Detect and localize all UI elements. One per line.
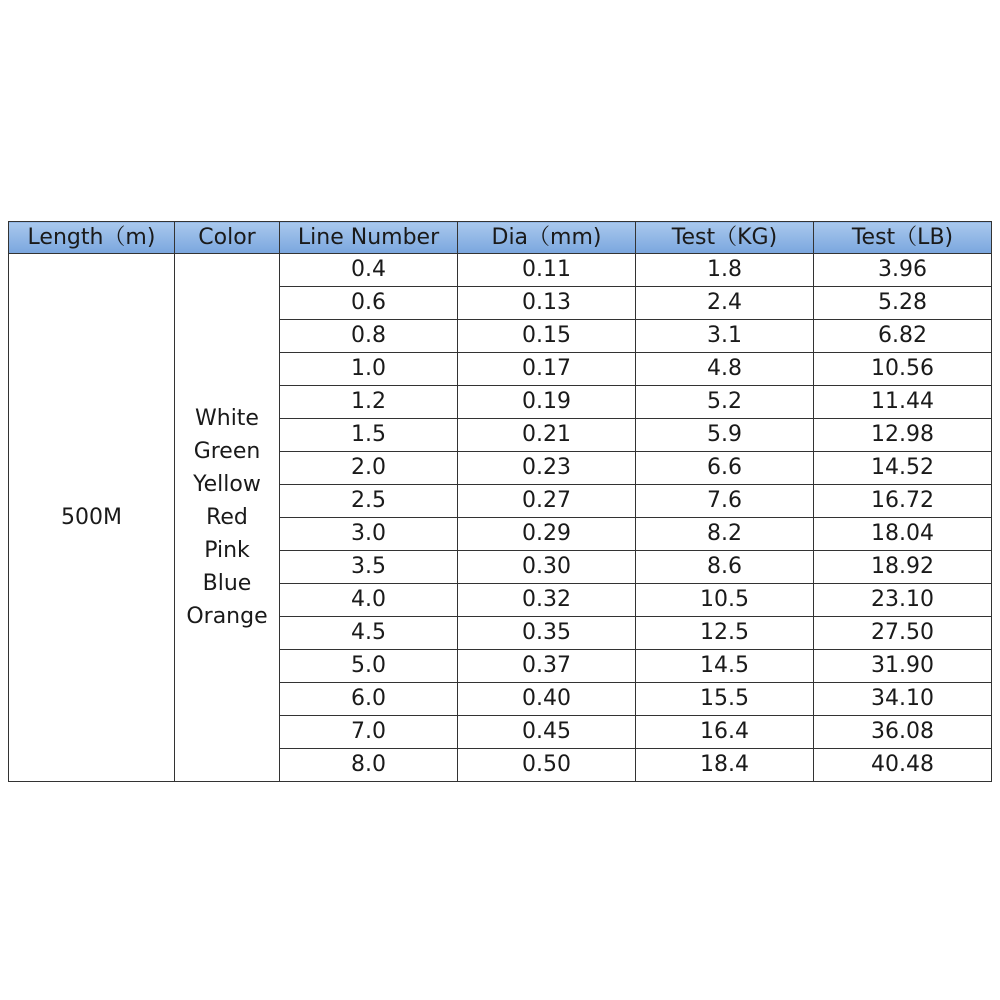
- test-lb-cell: 18.92: [814, 551, 992, 584]
- line-number-cell: 0.8: [280, 320, 458, 353]
- test-kg-cell: 8.2: [636, 518, 814, 551]
- color-option: Red: [206, 505, 248, 530]
- dia-cell: 0.21: [458, 419, 636, 452]
- test-lb-cell: 18.04: [814, 518, 992, 551]
- line-number-cell: 7.0: [280, 716, 458, 749]
- test-lb-cell: 16.72: [814, 485, 992, 518]
- dia-cell: 0.50: [458, 749, 636, 782]
- line-number-cell: 0.4: [280, 254, 458, 287]
- color-option: Orange: [186, 604, 268, 629]
- header-line-number: Line Number: [280, 222, 458, 254]
- test-lb-cell: 36.08: [814, 716, 992, 749]
- header-color: Color: [175, 222, 280, 254]
- test-kg-cell: 1.8: [636, 254, 814, 287]
- test-kg-cell: 5.9: [636, 419, 814, 452]
- test-kg-cell: 6.6: [636, 452, 814, 485]
- dia-cell: 0.17: [458, 353, 636, 386]
- header-test-kg: Test（KG): [636, 222, 814, 254]
- dia-cell: 0.45: [458, 716, 636, 749]
- test-lb-cell: 12.98: [814, 419, 992, 452]
- line-number-cell: 2.5: [280, 485, 458, 518]
- color-option: Pink: [204, 538, 250, 563]
- test-kg-cell: 5.2: [636, 386, 814, 419]
- test-kg-cell: 10.5: [636, 584, 814, 617]
- test-lb-cell: 14.52: [814, 452, 992, 485]
- test-kg-cell: 18.4: [636, 749, 814, 782]
- test-kg-cell: 2.4: [636, 287, 814, 320]
- color-cell: [175, 254, 280, 782]
- test-lb-cell: 27.50: [814, 617, 992, 650]
- line-number-cell: 5.0: [280, 650, 458, 683]
- dia-cell: 0.13: [458, 287, 636, 320]
- line-number-cell: 1.5: [280, 419, 458, 452]
- line-number-cell: 4.0: [280, 584, 458, 617]
- dia-cell: 0.23: [458, 452, 636, 485]
- test-kg-cell: 8.6: [636, 551, 814, 584]
- spec-table: [8, 221, 992, 782]
- header-length: Length（m): [9, 222, 175, 254]
- line-number-cell: 6.0: [280, 683, 458, 716]
- test-kg-cell: 16.4: [636, 716, 814, 749]
- line-number-cell: 3.5: [280, 551, 458, 584]
- table-header: [9, 222, 992, 254]
- test-lb-cell: 34.10: [814, 683, 992, 716]
- test-kg-cell: 15.5: [636, 683, 814, 716]
- line-number-cell: 8.0: [280, 749, 458, 782]
- test-kg-cell: 12.5: [636, 617, 814, 650]
- test-kg-cell: 7.6: [636, 485, 814, 518]
- test-lb-cell: 11.44: [814, 386, 992, 419]
- dia-cell: 0.15: [458, 320, 636, 353]
- dia-cell: 0.29: [458, 518, 636, 551]
- line-number-cell: 0.6: [280, 287, 458, 320]
- test-lb-cell: 31.90: [814, 650, 992, 683]
- test-kg-cell: 4.8: [636, 353, 814, 386]
- test-lb-cell: 3.96: [814, 254, 992, 287]
- line-number-cell: 1.2: [280, 386, 458, 419]
- dia-cell: 0.40: [458, 683, 636, 716]
- dia-cell: 0.11: [458, 254, 636, 287]
- table-row: [9, 254, 992, 287]
- test-kg-cell: 3.1: [636, 320, 814, 353]
- dia-cell: 0.19: [458, 386, 636, 419]
- dia-cell: 0.35: [458, 617, 636, 650]
- test-lb-cell: 6.82: [814, 320, 992, 353]
- line-number-cell: 1.0: [280, 353, 458, 386]
- test-lb-cell: 5.28: [814, 287, 992, 320]
- header-dia: Dia（mm): [458, 222, 636, 254]
- table-body: [9, 254, 992, 782]
- test-lb-cell: 23.10: [814, 584, 992, 617]
- dia-cell: 0.32: [458, 584, 636, 617]
- test-lb-cell: 40.48: [814, 749, 992, 782]
- test-kg-cell: 14.5: [636, 650, 814, 683]
- line-number-cell: 3.0: [280, 518, 458, 551]
- header-row: [9, 222, 992, 254]
- color-option: Blue: [202, 571, 252, 596]
- dia-cell: 0.30: [458, 551, 636, 584]
- dia-cell: 0.37: [458, 650, 636, 683]
- line-number-cell: 4.5: [280, 617, 458, 650]
- color-option: White: [195, 406, 259, 431]
- line-number-cell: 2.0: [280, 452, 458, 485]
- dia-cell: 0.27: [458, 485, 636, 518]
- test-lb-cell: 10.56: [814, 353, 992, 386]
- header-test-lb: Test（LB): [814, 222, 992, 254]
- length-cell: 500M: [9, 254, 175, 782]
- color-option: Yellow: [193, 472, 261, 497]
- color-option: Green: [193, 439, 261, 464]
